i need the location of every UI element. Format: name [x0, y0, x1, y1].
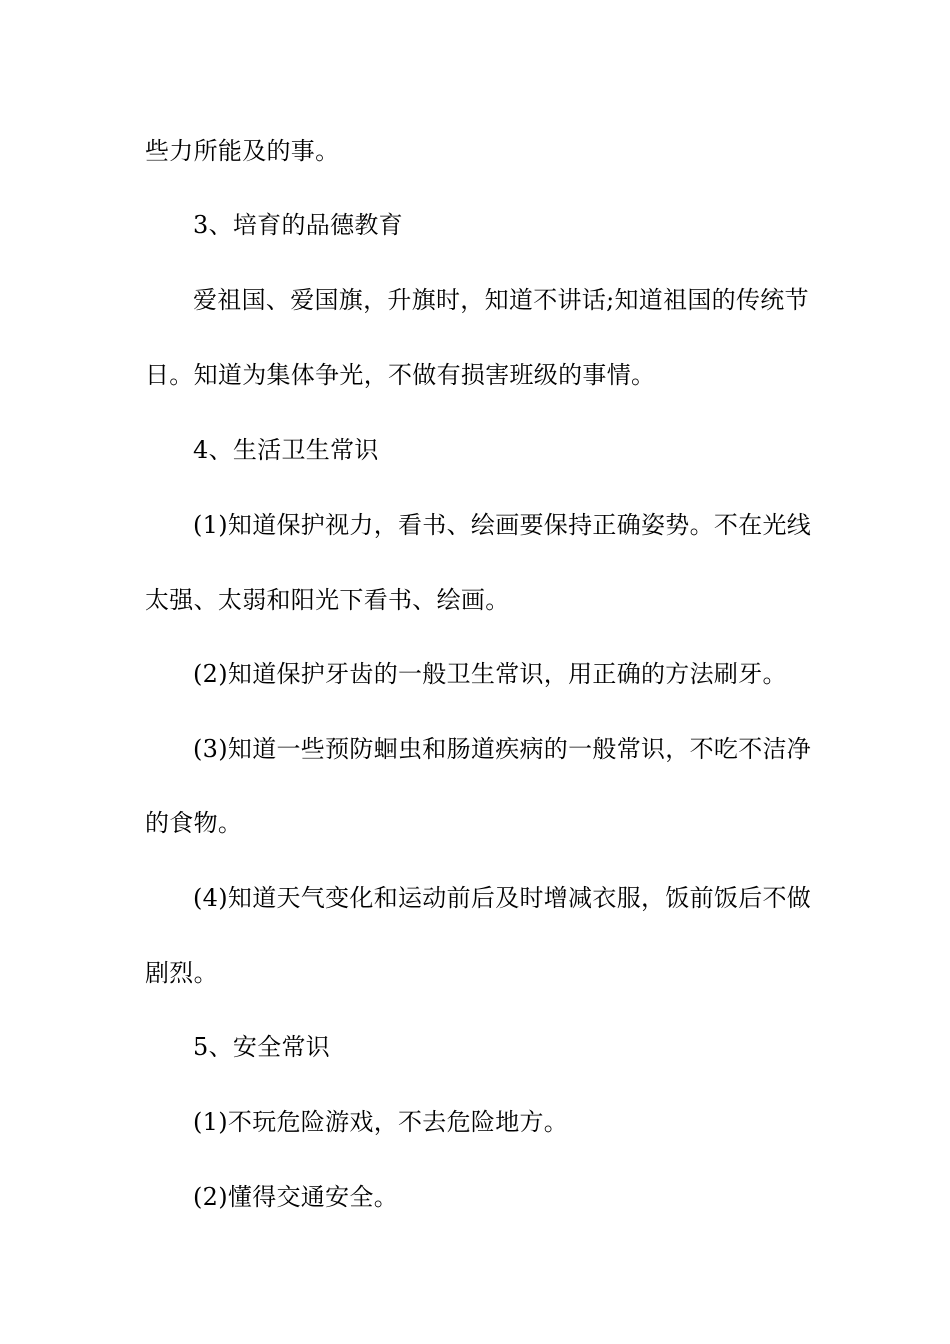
text-line: (3)知道一些预防蛔虫和肠道疾病的一般常识，不吃不洁净 [193, 735, 812, 763]
text-line: (2)懂得交通安全。 [193, 1183, 398, 1211]
section-heading: 5、安全常识 [193, 1033, 331, 1061]
text-line: (1)不玩危险游戏，不去危险地方。 [193, 1108, 569, 1136]
text-line: 爱祖国、爱国旗，升旗时，知道不讲话;知道祖国的传统节 [193, 286, 809, 314]
text-line: (4)知道天气变化和运动前后及时增减衣服，饭前饭后不做 [193, 884, 812, 912]
text-line: 的食物。 [145, 809, 243, 837]
text-line: 日。知道为集体争光，不做有损害班级的事情。 [145, 361, 656, 389]
text-line: (1)知道保护视力，看书、绘画要保持正确姿势。不在光线 [193, 511, 812, 539]
text-line: 太强、太弱和阳光下看书、绘画。 [145, 586, 510, 614]
section-heading: 3、培育的品德教育 [193, 211, 403, 239]
text-line: 些力所能及的事。 [145, 137, 340, 165]
text-line: 剧烈。 [145, 959, 218, 987]
text-line: (2)知道保护牙齿的一般卫生常识，用正确的方法刷牙。 [193, 660, 787, 688]
section-heading: 4、生活卫生常识 [193, 436, 379, 464]
